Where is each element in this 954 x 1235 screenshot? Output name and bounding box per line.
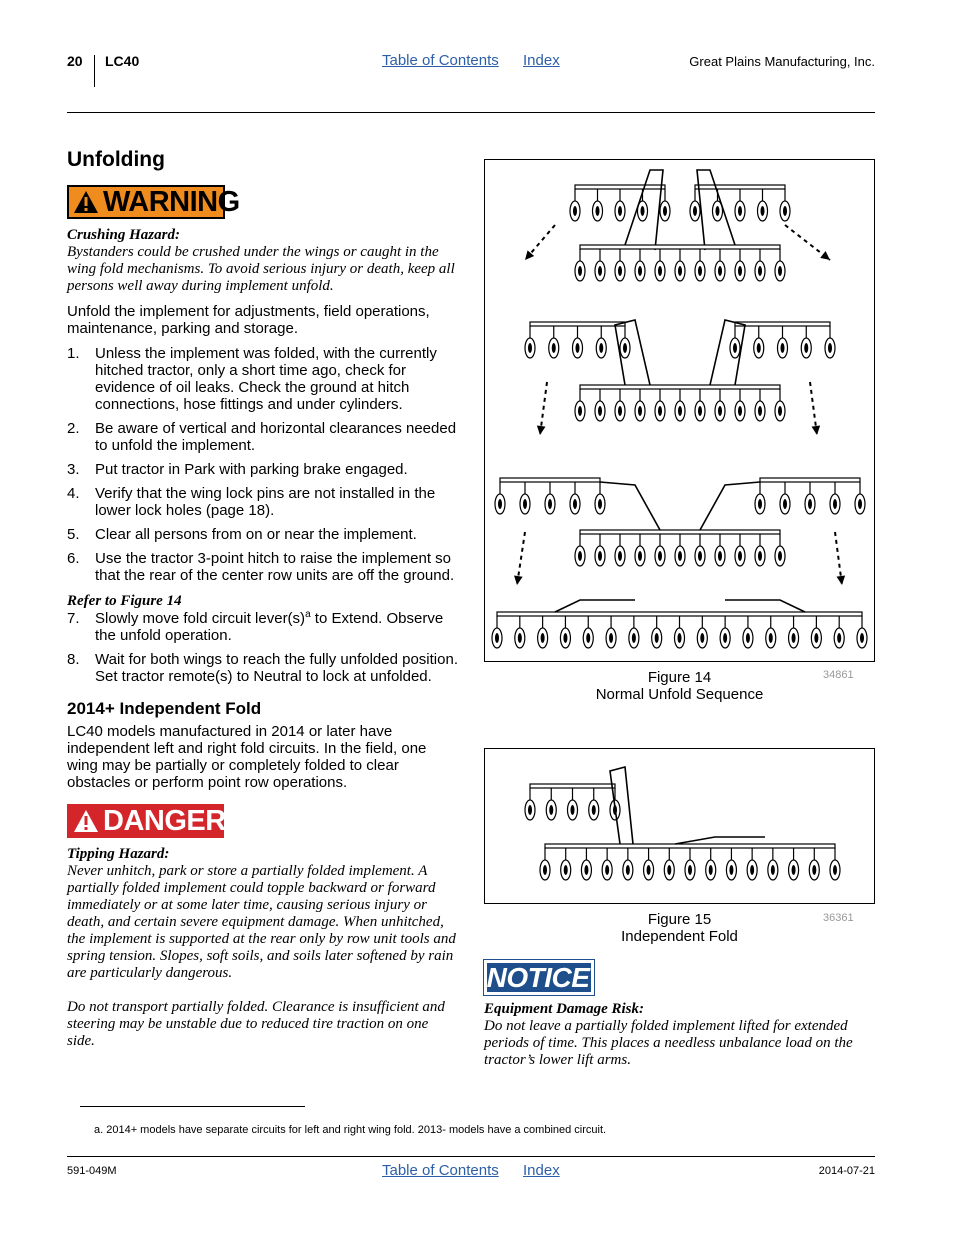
step-item — [67, 420, 459, 454]
step-text: Be aware of vertical and horizontal clearances needed to unfold the implement. — [95, 420, 457, 454]
row-unit-hub — [618, 206, 622, 216]
footer-rule — [67, 1156, 875, 1157]
row-unit-hub — [746, 633, 750, 643]
row-unit-hub — [584, 865, 588, 875]
row-unit-hub — [578, 266, 582, 276]
row-unit-hub — [658, 551, 662, 561]
step-text: Put tractor in Park with parking brake engaged. — [95, 461, 408, 478]
step-number: 2. — [67, 420, 80, 437]
row-unit-hub — [548, 499, 552, 509]
toolbar — [497, 612, 862, 616]
row-unit-hub — [663, 206, 667, 216]
row-unit-hub — [564, 865, 568, 875]
step-text: Use the tractor 3-point hitch to raise the implement so that the rear of the center row units are off the ground. — [95, 550, 455, 584]
row-unit-hub — [618, 406, 622, 416]
row-unit-hub — [718, 266, 722, 276]
row-unit-hub — [678, 266, 682, 276]
toolbar — [545, 844, 835, 848]
step-number: 4. — [67, 485, 80, 502]
left-column — [67, 148, 459, 1050]
warning-label-text: WARNING — [103, 185, 240, 218]
row-unit-hub — [837, 633, 841, 643]
transport-hazard-text: Do not transport partially folded. Clearance is insufficient and steering may be unstable due to reduced tire traction on one side. — [67, 999, 445, 1049]
row-unit-hub — [578, 551, 582, 561]
row-unit-hub — [693, 206, 697, 216]
step-number: 1. — [67, 345, 80, 362]
tipping-hazard-text: Never unhitch, park or store a partially folded implement. A partially folded implement could topple backward or forward immediately or at some later time, causing serious injury or death, and certain severe equipment damage. When unhitched, the implement is supported at the rear only by row unit tools and spring tension. Slopes, soft soils, and soils later softened by rain are particularly dangerous. — [67, 863, 456, 981]
toolbar — [580, 385, 780, 389]
danger-label — [67, 804, 224, 838]
header-rule — [67, 112, 875, 113]
row-unit-hub — [758, 406, 762, 416]
step-text: Slowly move fold circuit $lever(s)^a$ to Extend. Observe the unfold operation. — [95, 609, 444, 644]
row-unit-hub — [698, 266, 702, 276]
row-unit-hub — [678, 633, 682, 643]
independent-fold-text: LC40 models manufactured in 2014 or later have independent left and right fold circuits. In the field, one wing may be partially or completely folded to clear obstacles or perform point row operations. — [67, 723, 427, 791]
step-item — [67, 485, 459, 519]
fold-arm — [600, 482, 660, 530]
row-unit-hub — [757, 343, 761, 353]
step-number: 7. — [67, 610, 80, 627]
fold-arm — [555, 600, 635, 612]
step-item — [67, 461, 459, 478]
refer-to-figure: Refer to Figure 14 — [67, 593, 182, 609]
footer-index-link[interactable]: Index — [523, 1162, 560, 1179]
row-unit-hub — [571, 805, 575, 815]
danger-label-text: DANGER — [103, 804, 226, 837]
independent-fold-drawing — [485, 749, 874, 903]
row-unit-hub — [758, 499, 762, 509]
row-unit-hub — [518, 633, 522, 643]
row-unit-hub — [578, 406, 582, 416]
row-unit-hub — [729, 865, 733, 875]
figure-15-number: 36361 — [823, 912, 854, 924]
toolbar — [500, 478, 600, 482]
row-unit-hub — [495, 633, 499, 643]
crushing-hazard-title: Crushing Hazard: — [67, 227, 180, 243]
row-unit-hub — [632, 633, 636, 643]
figure-15-label: Figure 15 — [647, 911, 712, 928]
row-unit-hub — [678, 551, 682, 561]
row-unit-hub — [528, 805, 532, 815]
row-unit-hub — [783, 206, 787, 216]
row-unit-hub — [738, 206, 742, 216]
unfold-intro: Unfold the implement for adjustments, field operations, maintenance, parking and storage. — [67, 303, 430, 337]
fold-arm — [710, 320, 745, 385]
row-unit-hub — [718, 551, 722, 561]
figure-15-caption — [484, 911, 875, 945]
row-unit-hub — [541, 633, 545, 643]
row-unit-hub — [638, 266, 642, 276]
row-unit-hub — [598, 266, 602, 276]
notice-block — [484, 960, 876, 1069]
figure-15-image — [484, 748, 875, 904]
row-unit-hub — [698, 551, 702, 561]
row-unit-hub — [700, 633, 704, 643]
row-unit-hub — [598, 551, 602, 561]
header-divider — [94, 55, 95, 87]
row-unit-hub — [792, 865, 796, 875]
fold-arm — [615, 320, 650, 385]
row-unit-hub — [833, 499, 837, 509]
row-unit-hub — [738, 266, 742, 276]
row-unit-hub — [573, 499, 577, 509]
row-unit-hub — [655, 633, 659, 643]
row-unit-hub — [758, 266, 762, 276]
row-unit-hub — [618, 266, 622, 276]
step-text: Wait for both wings to reach the fully unfolded position. Set tractor remote(s) to Neutral to lock at unfolded. — [95, 651, 458, 685]
step-text: Clear all persons from on or near the implement. — [95, 526, 417, 543]
row-unit-hub — [812, 865, 816, 875]
unfold-steps-continued — [67, 610, 459, 685]
step-item — [67, 345, 459, 413]
row-unit-hub — [771, 865, 775, 875]
figure-14-number: 34861 — [823, 669, 854, 681]
warning-triangle-icon — [73, 190, 99, 214]
row-unit-hub — [592, 805, 596, 815]
row-unit-hub — [718, 406, 722, 416]
notice-label-text: NOTICE — [486, 961, 590, 993]
row-unit-hub — [716, 206, 720, 216]
page-number: 20 — [67, 53, 83, 69]
step-text: Unless the implement was folded, with the currently hitched tractor, only a short time ago, check for evidence of oil leaks. Check the ground at hitch connections, hose fittings and under cylinders. — [95, 345, 437, 413]
section-title: Unfolding — [67, 148, 165, 171]
step-number: 8. — [67, 651, 80, 668]
row-unit-hub — [828, 343, 832, 353]
toolbar — [580, 245, 780, 249]
header-toc-link[interactable]: Table of Contents — [382, 52, 499, 69]
row-unit-hub — [733, 343, 737, 353]
step-text: Verify that the wing lock pins are not installed in the lower lock holes (page 18). — [95, 485, 436, 519]
row-unit-hub — [641, 206, 645, 216]
footnote-rule — [80, 1106, 305, 1107]
row-unit-hub — [738, 551, 742, 561]
row-unit-hub — [573, 206, 577, 216]
row-unit-hub — [543, 865, 547, 875]
equipment-damage-title: Equipment Damage Risk: — [484, 1001, 645, 1017]
row-unit-hub — [783, 499, 787, 509]
toolbar — [575, 185, 665, 189]
step-number: 3. — [67, 461, 80, 478]
step-item — [67, 550, 459, 584]
row-unit-hub — [769, 633, 773, 643]
fold-arm — [725, 600, 805, 612]
subsection-title: 2014+ Independent Fold — [67, 699, 262, 718]
row-unit-hub — [723, 633, 727, 643]
toolbar — [760, 478, 860, 482]
row-unit-hub — [638, 551, 642, 561]
row-unit-hub — [598, 499, 602, 509]
figure-14-label: Figure 14 — [647, 669, 712, 686]
danger-triangle-icon — [73, 809, 99, 833]
step-item — [67, 651, 459, 685]
figure-14-image — [484, 159, 875, 662]
step-number: 6. — [67, 550, 80, 567]
company-name: Great Plains Manufacturing, Inc. — [689, 54, 875, 69]
row-unit-hub — [528, 343, 532, 353]
footer-toc-link[interactable]: Table of Contents — [382, 1162, 499, 1179]
footnote: a. 2014+ models have separate circuits for left and right wing fold. 2013- models have a combined circuit. — [94, 1124, 607, 1136]
row-unit-hub — [658, 266, 662, 276]
equipment-damage-text: Do not leave a partially folded implement lifted for extended periods of time. This places a needless unbalance load on the tractor’s lower lift arms. — [484, 1018, 853, 1068]
row-unit-hub — [609, 633, 613, 643]
row-unit-hub — [623, 343, 627, 353]
row-unit-hub — [667, 865, 671, 875]
row-unit-hub — [626, 865, 630, 875]
step-item — [67, 526, 459, 543]
row-unit-hub — [638, 406, 642, 416]
fold-arm — [700, 482, 760, 530]
row-unit-hub — [709, 865, 713, 875]
figure-14-title: Normal Unfold Sequence — [595, 686, 764, 703]
row-unit-hub — [698, 406, 702, 416]
row-unit-hub — [792, 633, 796, 643]
row-unit-hub — [549, 805, 553, 815]
step-number: 5. — [67, 526, 80, 543]
figure-15-title: Independent Fold — [621, 928, 738, 945]
toolbar — [735, 322, 830, 326]
row-unit-hub — [814, 633, 818, 643]
footnote-ref[interactable]: a — [305, 609, 311, 620]
row-unit-hub — [804, 343, 808, 353]
toolbar — [580, 530, 780, 534]
toolbar — [530, 322, 625, 326]
header-index-link[interactable]: Index — [523, 52, 560, 69]
figure-14-caption — [484, 669, 875, 703]
document-number: 591-049M — [67, 1165, 117, 1177]
tipping-hazard-title: Tipping Hazard: — [67, 846, 170, 862]
row-unit-hub — [833, 865, 837, 875]
row-unit-hub — [618, 551, 622, 561]
row-unit-hub — [598, 406, 602, 416]
step-item — [67, 610, 459, 644]
row-unit-hub — [860, 633, 864, 643]
notice-label — [484, 960, 594, 995]
fold-arm — [675, 837, 765, 844]
row-unit-hub — [605, 865, 609, 875]
row-unit-hub — [761, 206, 765, 216]
row-unit-hub — [563, 633, 567, 643]
row-unit-hub — [599, 343, 603, 353]
warning-label — [67, 185, 240, 219]
row-unit-hub — [647, 865, 651, 875]
row-unit-hub — [498, 499, 502, 509]
document-date: 2014-07-21 — [818, 1165, 875, 1177]
motion-arrow-head — [514, 575, 523, 585]
row-unit-hub — [576, 343, 580, 353]
unfold-sequence-drawing — [485, 160, 874, 661]
row-unit-hub — [586, 633, 590, 643]
row-unit-hub — [596, 206, 600, 216]
crushing-hazard-text: Bystanders could be crushed under the wings or caught in the wing fold mechanisms. To avoid serious injury or death, keep all persons well away during implement unfold. — [67, 244, 455, 294]
motion-arrow-head — [820, 251, 830, 260]
toolbar — [530, 784, 615, 788]
row-unit-hub — [750, 865, 754, 875]
row-unit-hub — [778, 266, 782, 276]
row-unit-hub — [758, 551, 762, 561]
row-unit-hub — [808, 499, 812, 509]
unfold-steps — [67, 345, 459, 584]
model-name: LC40 — [105, 53, 140, 69]
row-unit-hub — [778, 551, 782, 561]
row-unit-hub — [858, 499, 862, 509]
row-unit-hub — [778, 406, 782, 416]
row-unit-hub — [678, 406, 682, 416]
row-unit-hub — [658, 406, 662, 416]
row-unit-hub — [688, 865, 692, 875]
toolbar — [695, 185, 785, 189]
row-unit-hub — [552, 343, 556, 353]
row-unit-hub — [738, 406, 742, 416]
row-unit-hub — [523, 499, 527, 509]
row-unit-hub — [781, 343, 785, 353]
